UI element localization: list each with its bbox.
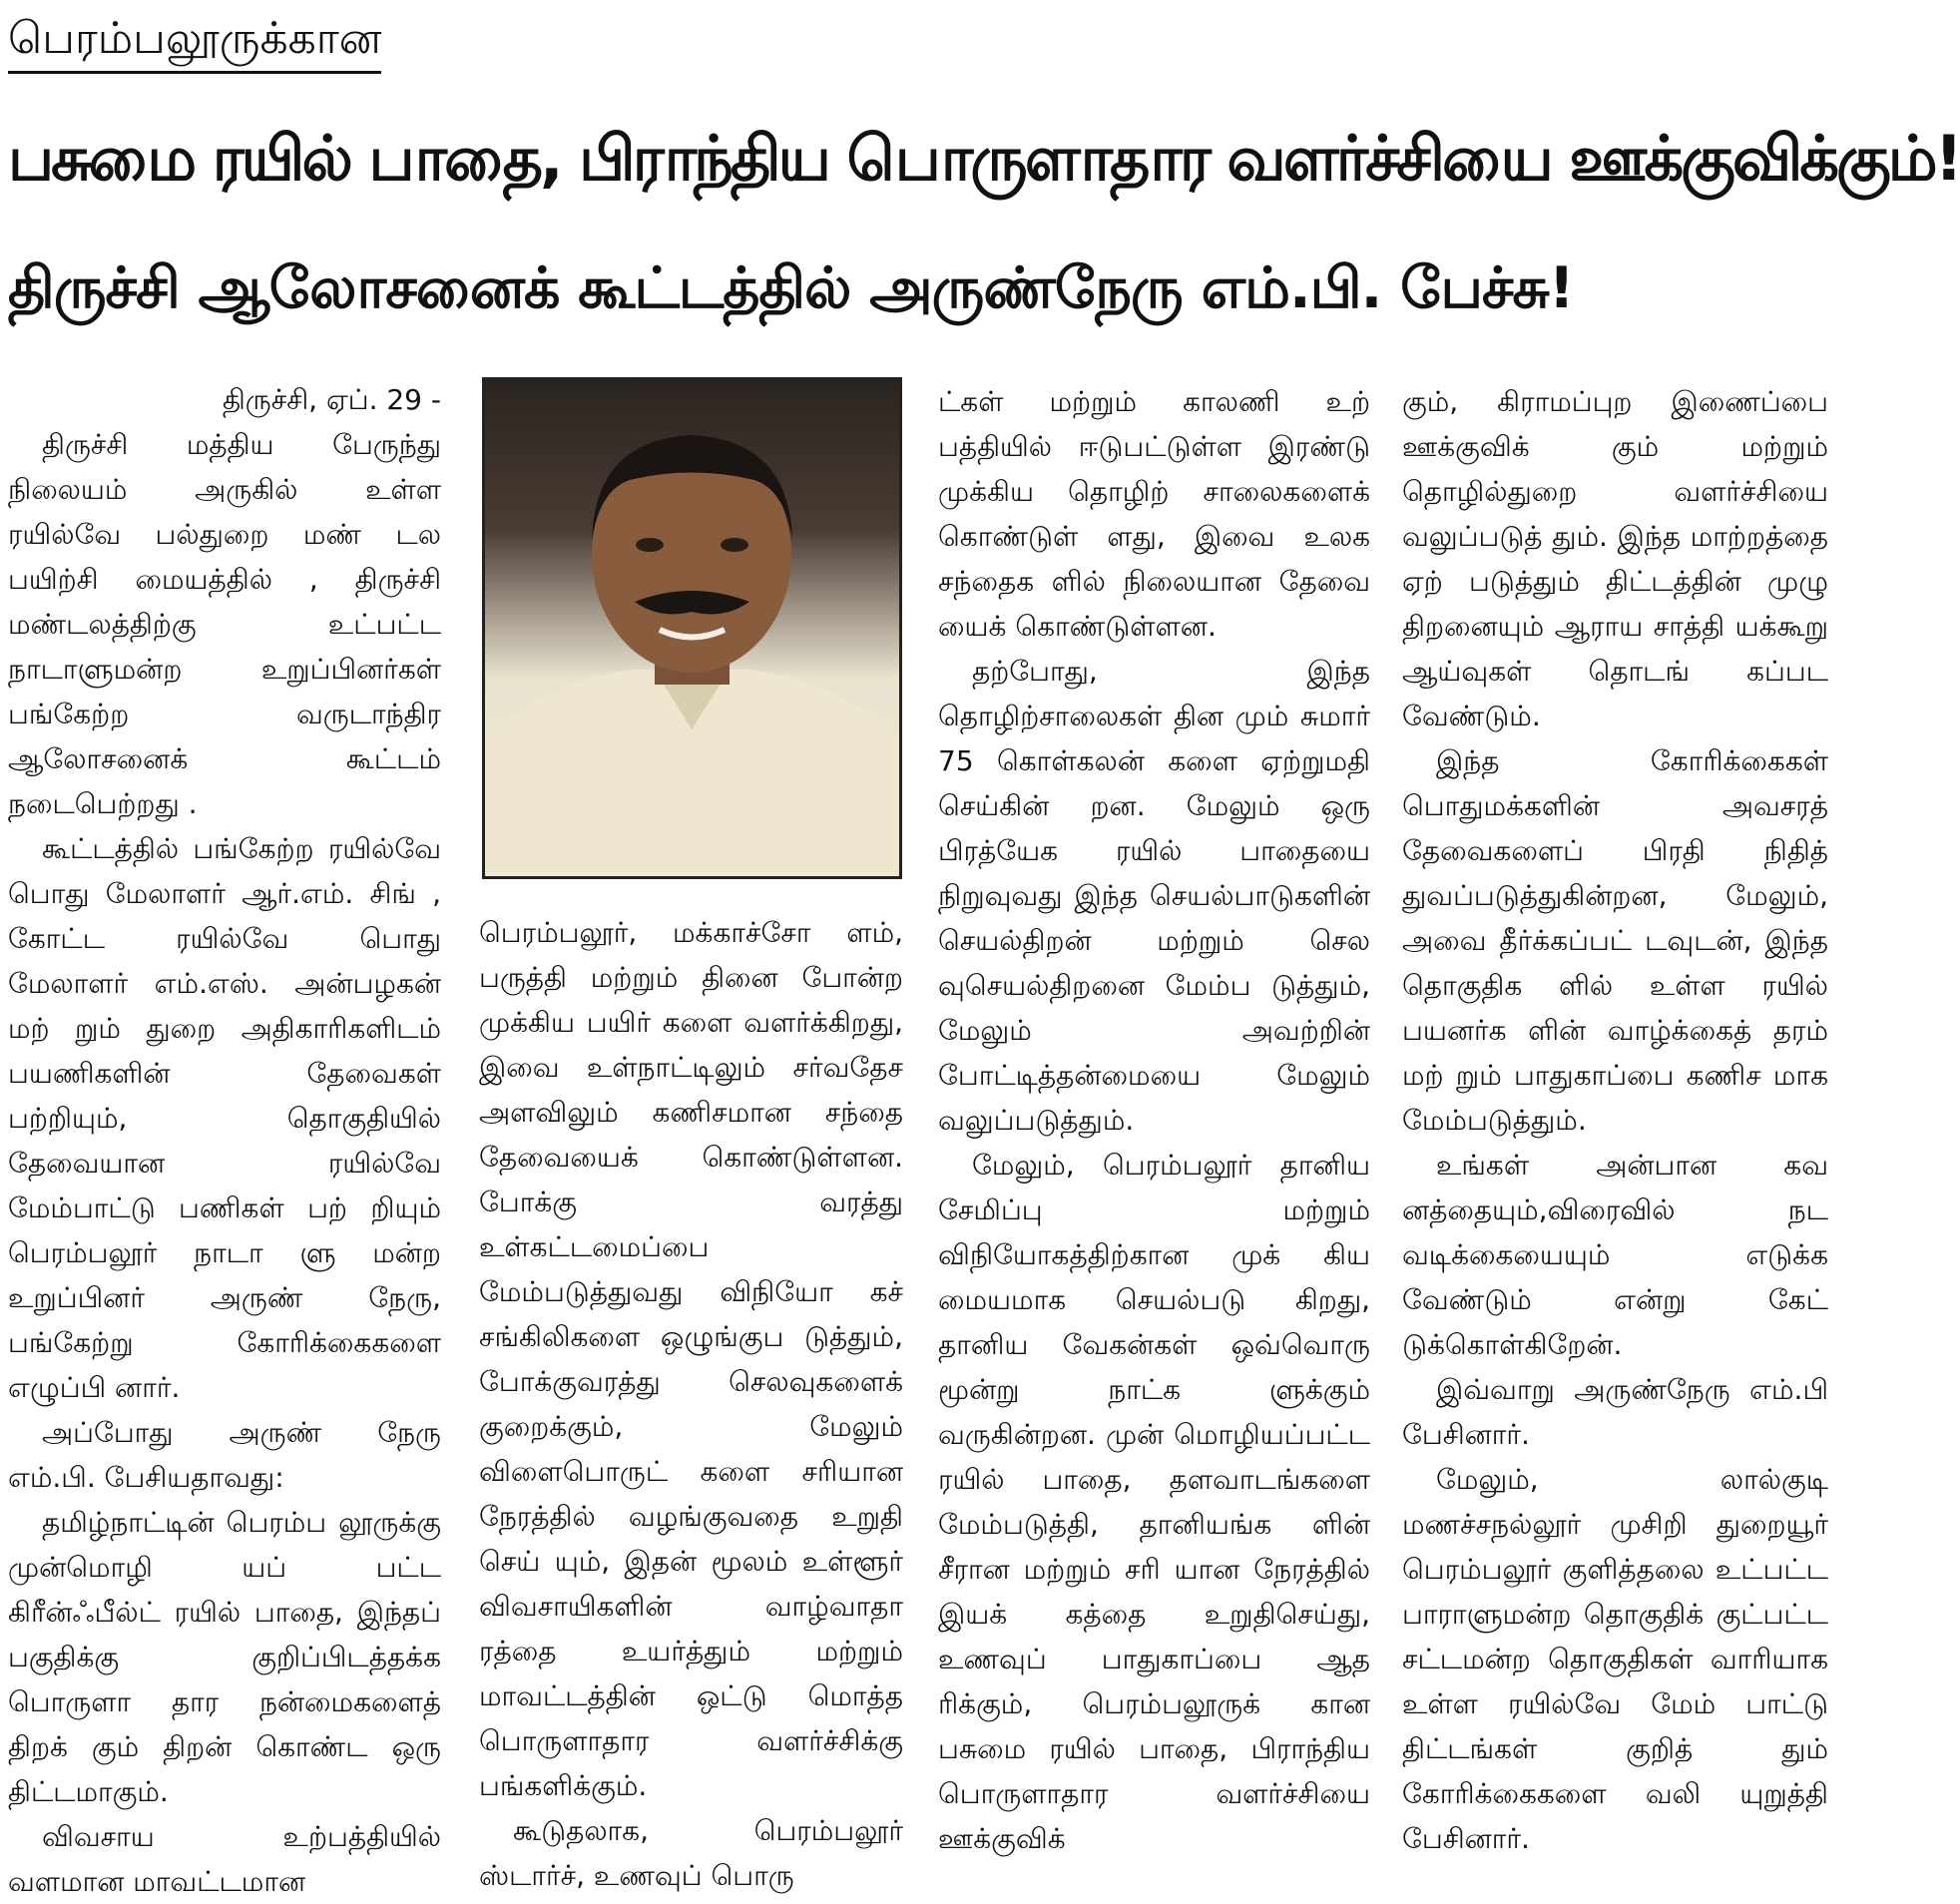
portrait-photo-icon xyxy=(485,380,899,876)
paragraph: கூடுதலாக, பெரம்பலூர் ஸ்டார்ச், உணவுப் பொரு xyxy=(479,1814,903,1892)
paragraph: இந்த கோரிக்கைகள் பொதுமக்களின் அவசரத் தேவைகளைப் பிரதி நிதித் துவப்படுத்துகின்றன, மேலும், அவை தீர்க்கப்பட் டவுடன், இந்த தொகுதிக ளில் உள்ள ரயில் பயனர்க ளின் வாழ்க்கைத் தரம் மற் றும் பாதுகாப்பை கணிச மாக மேம்படுத்தும். xyxy=(1402,744,1828,1137)
paragraph: விவசாய உற்பத்தியில் வளமான மாவட்டமான xyxy=(8,1820,441,1898)
paragraph: மேலும், லால்குடி மணச்சநல்லூர் முசிறி துறையூர் பெரம்பலூர் குளித்தலை உட்பட்ட பாராளுமன்ற தொகுதிக் குட்பட்ட சட்டமன்ற தொகுதிகள் வாரியாக உள்ள ரயில்வே மேம் பாட்டு திட்டங்கள் குறித் தும் கோரிக்கைகளை வலி யுறுத்தி பேசினார். xyxy=(1402,1463,1828,1855)
paragraph: தமிழ்நாட்டின் பெரம்ப லூருக்கு முன்மொழி யப் பட்ட கிரீன்ஃபீல்ட் ரயில் பாதை, இந்தப் பகுதிக்கு குறிப்பிடத்தக்க பொருளா தார நன்மைகளைத் திறக் கும் திறன் கொண்ட ஒரு திட்டமாகும். xyxy=(8,1506,441,1808)
paragraph: உங்கள் அன்பான கவ னத்தையும்,விரைவில் நட வடிக்கையையும் எடுக்க வேண்டும் என்று கேட் டுக்கொள்கிறேன். xyxy=(1402,1149,1828,1361)
article-column-2 xyxy=(479,910,903,1892)
article-column-3 xyxy=(938,379,1370,1855)
article-column-1 xyxy=(8,377,441,1898)
paragraph: கும், கிராமப்புற இணைப்பை ஊக்குவிக் கும் மற்றும் தொழில்துறை வளர்ச்சியை வலுப்படுத் தும். இந்த மாற்றத்தை ஏற் படுத்தும் திட்டத்தின் முழு திறனையும் ஆராய சாத்தி யக்கூறு ஆய்வுகள் தொடங் கப்பட வேண்டும். xyxy=(1402,385,1828,732)
kicker: பெரம்பலூருக்கான xyxy=(8,14,381,74)
dateline: திருச்சி, ஏப். 29 - xyxy=(222,383,441,416)
paragraph: மேலும், பெரம்பலூர் தானிய சேமிப்பு மற்றும் விநியோகத்திற்கான முக் கிய மையமாக செயல்படு கிறது, தானிய வேகன்கள் ஒவ்வொரு மூன்று நாட்க ளுக்கும் வருகின்றன. முன் மொழியப்பட்ட ரயில் பாதை, தளவாடங்களை மேம்படுத்தி, தானியங்க ளின் சீரான மற்றும் சரி யான நேரத்தில் இயக் கத்தை உறுதிசெய்து, உணவுப் பாதுகாப்பை ஆத ரிக்கும், பெரம்பலூருக் கான பசுமை ரயில் பாதை, பிராந்திய பொருளாதார வளர்ச்சியை ஊக்குவிக் xyxy=(938,1149,1370,1855)
subheadline: திருச்சி ஆலோசனைக் கூட்டத்தில் அருண்நேரு எம்.பி. பேச்சு! xyxy=(8,255,1574,321)
paragraph: அப்போது அருண் நேரு எம்.பி. பேசியதாவது: xyxy=(8,1416,441,1494)
paragraph: இவ்வாறு அருண்நேரு எம்.பி பேசினார். xyxy=(1402,1373,1828,1451)
paragraph: தற்போது, இந்த தொழிற்சாலைகள் தின மும் சுமார் 75 கொள்கலன் களை ஏற்றுமதி செய்கின் றன. மேலும் ஒரு பிரத்யேக ரயில் பாதையை நிறுவுவது இந்த செயல்பாடுகளின் செயல்திறன் மற்றும் செல வுசெயல்திறனை மேம்ப டுத்தும், மேலும் அவற்றின் போட்டித்தன்மையை மேலும் வலுப்படுத்தும். xyxy=(938,655,1370,1137)
portrait-photo xyxy=(482,377,902,879)
paragraph: ட்கள் மற்றும் காலணி உற் பத்தியில் ஈடுபட்டுள்ள இரண்டு முக்கிய தொழிற் சாலைகளைக் கொண்டுள் ளது, இவை உலக சந்தைக ளில் நிலையான தேவை யைக் கொண்டுள்ளன. xyxy=(938,385,1370,643)
article-column-4 xyxy=(1402,379,1828,1855)
paragraph: திருச்சி மத்திய பேருந்து நிலையம் அருகில் உள்ள ரயில்வே பல்துறை மண் டல பயிற்சி மையத்தில் , திருச்சி மண்டலத்திற்கு உட்பட்ட நாடாளுமன்ற உறுப்பினர்கள் பங்கேற்ற வருடாந்திர ஆலோசனைக் கூட்டம் நடைபெற்றது . xyxy=(8,428,441,820)
paragraph: பெரம்பலூர், மக்காச்சோ ளம், பருத்தி மற்றும் தினை போன்ற முக்கிய பயிர் களை வளர்க்கிறது, இவை உள்நாட்டிலும் சர்வதேச அளவிலும் கணிசமான சந்தை தேவையைக் கொண்டுள்ளன. போக்கு வரத்து உள்கட்டமைப்பை மேம்படுத்துவது விநியோ கச் சங்கிலிகளை ஒழுங்குப டுத்தும், போக்குவரத்து செலவுகளைக் குறைக்கும், மேலும் விளைபொருட் களை சரியான நேரத்தில் வழங்குவதை உறுதி செய் யும், இதன் மூலம் உள்ளூர் விவசாயிகளின் வாழ்வாதா ரத்தை உயர்த்தும் மற்றும் மாவட்டத்தின் ஒட்டு மொத்த பொருளாதார வளர்ச்சிக்கு பங்களிக்கும். xyxy=(479,916,903,1802)
headline: பசுமை ரயில் பாதை, பிராந்திய பொருளாதார வளர்ச்சியை ஊக்குவிக்கும்! xyxy=(8,122,1960,195)
paragraph: கூட்டத்தில் பங்கேற்ற ரயில்வே பொது மேலாளர் ஆர்.எம். சிங் , கோட்ட ரயில்வே பொது மேலாளர் எம்.எஸ். அன்பழகன் மற் றும் துறை அதிகாரிகளிடம் பயணிகளின் தேவைகள் பற்றியும், தொகுதியில் தேவையான ரயில்வே மேம்பாட்டு பணிகள் பற் றியும் பெரம்பலூர் நாடா ளு மன்ற உறுப்பினர் அருண் நேரு, பங்கேற்று கோரிக்கைகளை எழுப்பி னார். xyxy=(8,832,441,1404)
